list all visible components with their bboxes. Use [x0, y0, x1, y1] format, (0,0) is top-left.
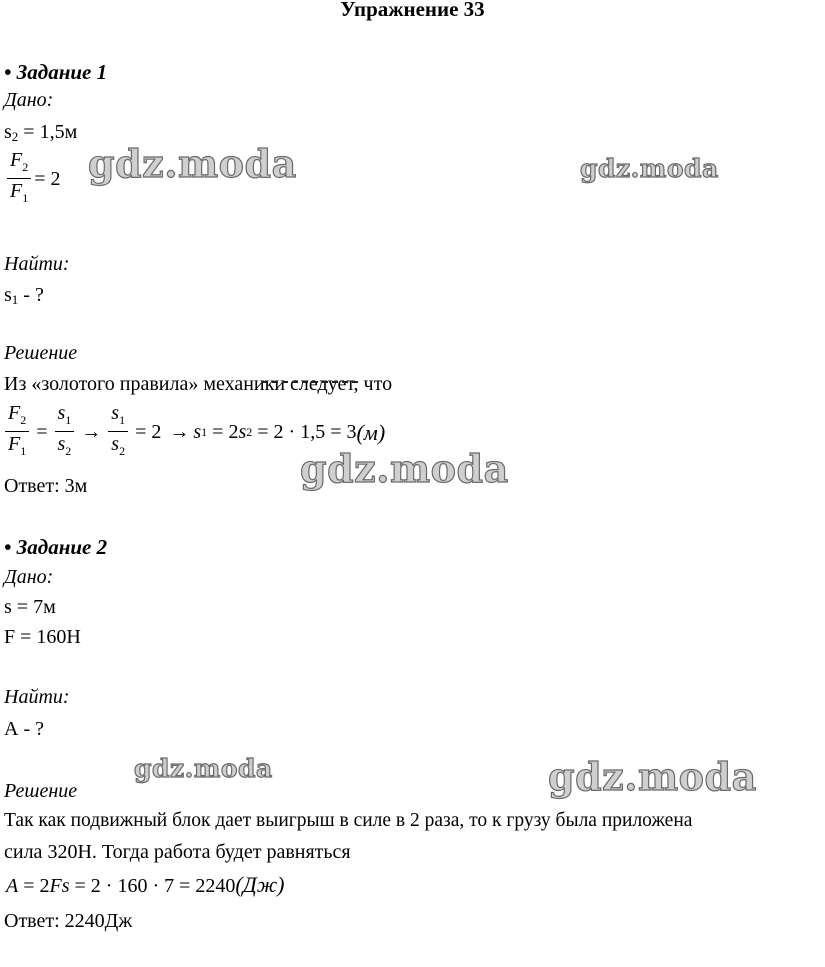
- task1-given-ratio: $\frac{F_2}{F_1}$ = 2: [4, 149, 61, 210]
- task1-given-label: Дано:: [4, 89, 54, 111]
- watermark: gdz.moda: [548, 754, 757, 799]
- task1-given-s2: $s_2 = 1,5м$: [4, 121, 78, 144]
- task2-header: • Задание 2: [4, 535, 108, 559]
- watermark: gdz.moda: [88, 141, 297, 186]
- task1-answer: Ответ: 3м: [4, 475, 88, 497]
- watermark: gdz.moda: [300, 446, 509, 491]
- task2-given-label: Дано:: [4, 566, 54, 588]
- task1-equation: $\frac{F_2}{F_1}$ = $\frac{s_1}{s_2}$ → $\frac{s_1}{s_2}$ = 2 → s 1 = 2 s 2 = 2 · 1,5 = 3 (м): [2, 402, 385, 463]
- task1-solution-text: Из «золотого правила» механики следует, что: [4, 373, 393, 395]
- task1-solution-label: Решение: [4, 342, 78, 364]
- task2-given-s: s = 7м: [4, 596, 56, 618]
- task1-find-label: Найти:: [4, 253, 70, 275]
- task2-equation: A = 2Fs = 2 · 160 · 7 = 2240(Дж): [6, 872, 285, 897]
- task2-find-label: Найти:: [4, 686, 70, 708]
- watermark: gdz.moda: [134, 754, 273, 783]
- task2-find: А - ?: [4, 718, 44, 740]
- task2-solution-line1: Так как подвижный блок дает выигрыш в силе в 2 раза, то к грузу была приложена: [4, 810, 693, 831]
- task2-solution-label: Решение: [4, 780, 78, 802]
- task2-solution-line2: сила 320Н. Тогда работа будет равняться: [4, 841, 351, 863]
- watermark: gdz.moda: [580, 154, 719, 183]
- scribble-mark: [262, 381, 358, 383]
- fraction: $\frac{F_2}{F_1}$: [7, 149, 31, 210]
- task2-given-f: F = 160Н: [4, 626, 81, 648]
- task1-header: • Задание 1: [4, 60, 108, 84]
- task2-answer: Ответ: 2240Дж: [4, 910, 133, 932]
- page-title: Упражнение 33: [340, 0, 485, 21]
- task1-find: $s_1$ - ?: [4, 284, 44, 307]
